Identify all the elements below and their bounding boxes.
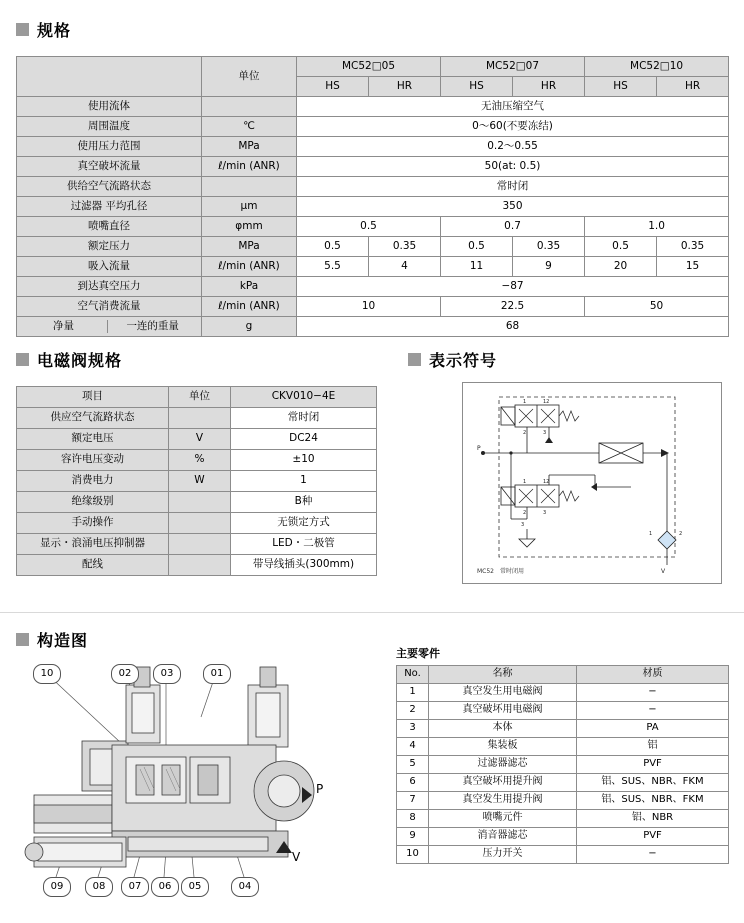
parts-row-no: 7: [397, 792, 429, 810]
parts-row-no: 3: [397, 720, 429, 738]
parts-row: [397, 684, 729, 702]
valve-row: [17, 450, 377, 471]
spec-row-value: 22.5: [441, 297, 585, 317]
parts-row-no: 6: [397, 774, 429, 792]
spec-row-value: 5.5: [297, 257, 369, 277]
spec-row-value: 0.35: [369, 237, 441, 257]
parts-row-no: 2: [397, 702, 429, 720]
callout-07: 07: [121, 877, 149, 897]
spec-row-label: 使用压力范围: [17, 137, 202, 157]
spec-row-value: 9: [513, 257, 585, 277]
spec-row-value: 无油压缩空气: [297, 97, 729, 117]
spec-table: [16, 56, 729, 337]
spec-row-value: 4: [369, 257, 441, 277]
parts-row-no: 5: [397, 756, 429, 774]
valve-row-unit: [169, 534, 231, 555]
valve-row-unit: V: [169, 429, 231, 450]
parts-row: [397, 756, 729, 774]
spec-header-unit: 单位: [202, 57, 297, 97]
spec-row-value: 0.7: [441, 217, 585, 237]
spec-row-value: 15: [657, 257, 729, 277]
callout-08: 08: [85, 877, 113, 897]
symbol-section-title: 表示符号: [429, 351, 498, 370]
callout-04: 04: [231, 877, 259, 897]
valve-row-value: 无锁定方式: [231, 513, 377, 534]
callout-02: 02: [111, 664, 139, 684]
spec-row: [17, 117, 729, 137]
spec-row-value: 1.0: [585, 217, 729, 237]
parts-header-name: 名称: [429, 666, 577, 684]
parts-row-name: 本体: [429, 720, 577, 738]
valve-row: [17, 492, 377, 513]
spec-row-value: 350: [297, 197, 729, 217]
valve-row-value: 常时闭: [231, 408, 377, 429]
callout-09: 09: [43, 877, 71, 897]
parts-row-material: 铝、NBR: [577, 810, 729, 828]
spec-row-label: 额定压力: [17, 237, 202, 257]
valve-row-value: 带导线插头(300mm): [231, 555, 377, 576]
spec-row-label: 空气消费流量: [17, 297, 202, 317]
parts-header-row: [397, 666, 729, 684]
spec-row-unit: [202, 97, 297, 117]
parts-table-title: 主要零件: [396, 647, 440, 660]
spec-header-model-1: MC52□07: [441, 57, 585, 77]
parts-row-name: 真空发生用电磁阀: [429, 684, 577, 702]
valve-row: [17, 513, 377, 534]
callout-01: 01: [203, 664, 231, 684]
construction-section-title: 构造图: [37, 631, 89, 650]
valve-row: [17, 555, 377, 576]
svg-text:2: 2: [523, 430, 527, 436]
valve-row-value: ±10: [231, 450, 377, 471]
spec-header-model-0: MC52□05: [297, 57, 441, 77]
valve-header-unit: 单位: [169, 387, 231, 408]
valve-row-unit: %: [169, 450, 231, 471]
spec-row: [17, 197, 729, 217]
parts-row-no: 9: [397, 828, 429, 846]
spec-row-value: 0.5: [441, 237, 513, 257]
valve-row-unit: [169, 513, 231, 534]
spec-row-value: 0.2～0.55: [297, 137, 729, 157]
spec-row-label: 真空破坏流量: [17, 157, 202, 177]
parts-row-material: 铝、SUS、NBR、FKM: [577, 792, 729, 810]
spec-row-value: 0.5: [585, 237, 657, 257]
valve-section-heading: [16, 348, 122, 371]
parts-row-name: 压力开关: [429, 846, 577, 864]
spec-row-unit: ℓ/min (ANR): [202, 257, 297, 277]
parts-row: [397, 720, 729, 738]
svg-text:3: 3: [543, 430, 547, 436]
parts-row-name: 真空发生用提升阀: [429, 792, 577, 810]
svg-text:1: 1: [523, 479, 527, 485]
svg-text:2: 2: [523, 510, 527, 516]
spec-row-value: 50(at: 0.5): [297, 157, 729, 177]
valve-row-unit: W: [169, 471, 231, 492]
spec-row-label: 供给空气流路状态: [17, 177, 202, 197]
svg-text:3: 3: [543, 510, 547, 516]
spec-row: [17, 297, 729, 317]
callout-06: 06: [151, 877, 179, 897]
parts-row-material: 铝: [577, 738, 729, 756]
svg-text:1: 1: [523, 399, 527, 405]
valve-row-unit: [169, 408, 231, 429]
spec-row-value: 10: [297, 297, 441, 317]
spec-section-heading: [16, 18, 71, 41]
spec-row-value: 11: [441, 257, 513, 277]
valve-row-value: 1: [231, 471, 377, 492]
parts-row-material: PA: [577, 720, 729, 738]
spec-header-subcol-4: HS: [585, 77, 657, 97]
spec-row: [17, 97, 729, 117]
valve-row-item: 手动操作: [17, 513, 169, 534]
spec-row-unit: ℃: [202, 117, 297, 137]
spec-row: [17, 137, 729, 157]
spec-header-row-models: [17, 57, 729, 77]
valve-row-item: 消费电力: [17, 471, 169, 492]
spec-row-value: 20: [585, 257, 657, 277]
parts-table: [396, 665, 729, 864]
parts-row-material: 铝、SUS、NBR、FKM: [577, 774, 729, 792]
spec-row-value: 0.5: [297, 217, 441, 237]
valve-row-unit: [169, 555, 231, 576]
spec-row-unit: ℓ/min (ANR): [202, 157, 297, 177]
parts-row: [397, 702, 729, 720]
parts-row: [397, 774, 729, 792]
svg-text:2: 2: [679, 531, 683, 537]
spec-row-label: 喷嘴直径: [17, 217, 202, 237]
parts-row-name: 真空破坏用电磁阀: [429, 702, 577, 720]
callout-10: 10: [33, 664, 61, 684]
parts-row: [397, 810, 729, 828]
spec-row: [17, 237, 729, 257]
section-divider: [0, 612, 744, 613]
spec-row: [17, 277, 729, 297]
parts-row-no: 4: [397, 738, 429, 756]
spec-header-subcol-3: HR: [513, 77, 585, 97]
net-weight-value: 68: [297, 317, 729, 337]
parts-row-no: 8: [397, 810, 429, 828]
valve-row-item: 容许电压变动: [17, 450, 169, 471]
parts-row: [397, 792, 729, 810]
valve-row: [17, 471, 377, 492]
spec-row-value: 50: [585, 297, 729, 317]
svg-text:3: 3: [521, 522, 525, 528]
parts-row-material: −: [577, 846, 729, 864]
callout-03: 03: [153, 664, 181, 684]
svg-text:12: 12: [543, 399, 550, 405]
symbol-caption: MC52 常时闭用: [477, 568, 525, 575]
valve-row-unit: [169, 492, 231, 513]
section-marker-icon: [16, 353, 29, 366]
svg-text:V: V: [661, 568, 666, 575]
spec-row-label: 吸入流量: [17, 257, 202, 277]
spec-row-label: 使用流体: [17, 97, 202, 117]
valve-row-item: 绝缘级别: [17, 492, 169, 513]
spec-row-net-weight: [17, 317, 729, 337]
valve-header-item: 项目: [17, 387, 169, 408]
valve-row: [17, 408, 377, 429]
section-marker-icon: [16, 23, 29, 36]
callout-05: 05: [181, 877, 209, 897]
svg-text:P: P: [477, 445, 481, 452]
spec-row-unit: [202, 177, 297, 197]
parts-row-material: −: [577, 702, 729, 720]
svg-text:1: 1: [649, 531, 653, 537]
spec-row: [17, 257, 729, 277]
valve-row: [17, 534, 377, 555]
spec-row: [17, 157, 729, 177]
valve-row-item: 显示・浪涌电压抑制器: [17, 534, 169, 555]
valve-row-value: B种: [231, 492, 377, 513]
parts-header-material: 材质: [577, 666, 729, 684]
valve-section-title: 电磁阀规格: [37, 351, 123, 370]
spec-row-value: 0.35: [657, 237, 729, 257]
parts-row-name: 喷嘴元件: [429, 810, 577, 828]
net-weight-label: 净量 一连的重量: [17, 317, 202, 337]
parts-row-material: PVF: [577, 828, 729, 846]
valve-row-item: 配线: [17, 555, 169, 576]
port-label-v: V: [292, 850, 301, 864]
parts-row: [397, 828, 729, 846]
section-marker-icon: [408, 353, 421, 366]
valve-row-value: DC24: [231, 429, 377, 450]
spec-row: [17, 177, 729, 197]
symbol-section-heading: [408, 348, 497, 371]
valve-row: [17, 429, 377, 450]
spec-header-subcol-2: HS: [441, 77, 513, 97]
construction-drawing: [16, 645, 376, 907]
spec-header-subcol-0: HS: [297, 77, 369, 97]
parts-row: [397, 846, 729, 864]
svg-text:12: 12: [543, 479, 550, 485]
spec-row-unit: MPa: [202, 237, 297, 257]
pneumatic-symbol-svg: [471, 389, 713, 577]
valve-row-item: 供应空气流路状态: [17, 408, 169, 429]
parts-row-name: 真空破坏用提升阀: [429, 774, 577, 792]
symbol-diagram-panel: [462, 382, 722, 584]
valve-spec-table: [16, 386, 377, 576]
spec-row-value: 常时闭: [297, 177, 729, 197]
valve-row-item: 额定电压: [17, 429, 169, 450]
spec-row: [17, 217, 729, 237]
spec-row-value: 0～60(不要冻结): [297, 117, 729, 137]
spec-header-model-2: MC52□10: [585, 57, 729, 77]
spec-row-unit: kPa: [202, 277, 297, 297]
parts-row-material: PVF: [577, 756, 729, 774]
parts-row-material: −: [577, 684, 729, 702]
spec-row-unit: MPa: [202, 137, 297, 157]
valve-row-value: LED・二极管: [231, 534, 377, 555]
parts-row-name: 集装板: [429, 738, 577, 756]
symbol-diagram: [471, 389, 713, 577]
parts-row-no: 1: [397, 684, 429, 702]
spec-row-unit: μm: [202, 197, 297, 217]
spec-row-value: 0.5: [297, 237, 369, 257]
parts-row-name: 过滤器滤芯: [429, 756, 577, 774]
spec-row-unit: ℓ/min (ANR): [202, 297, 297, 317]
parts-row-name: 消音器滤芯: [429, 828, 577, 846]
valve-header-model: CKV010−4E: [231, 387, 377, 408]
spec-row-value: −87: [297, 277, 729, 297]
spec-row-label: 过滤器 平均孔径: [17, 197, 202, 217]
parts-row: [397, 738, 729, 756]
parts-header-no: No.: [397, 666, 429, 684]
port-label-p: P: [316, 782, 324, 796]
construction-drawing-svg: [16, 645, 376, 907]
spec-row-label: 周围温度: [17, 117, 202, 137]
spec-section-title: 规格: [37, 21, 72, 40]
spec-header-subcol-1: HR: [369, 77, 441, 97]
net-weight-unit: g: [202, 317, 297, 337]
spec-row-unit: φmm: [202, 217, 297, 237]
valve-header-row: [17, 387, 377, 408]
spec-header-subcol-5: HR: [657, 77, 729, 97]
spec-header-blank: [17, 57, 202, 97]
spec-row-label: 到达真空压力: [17, 277, 202, 297]
spec-row-value: 0.35: [513, 237, 585, 257]
parts-row-no: 10: [397, 846, 429, 864]
